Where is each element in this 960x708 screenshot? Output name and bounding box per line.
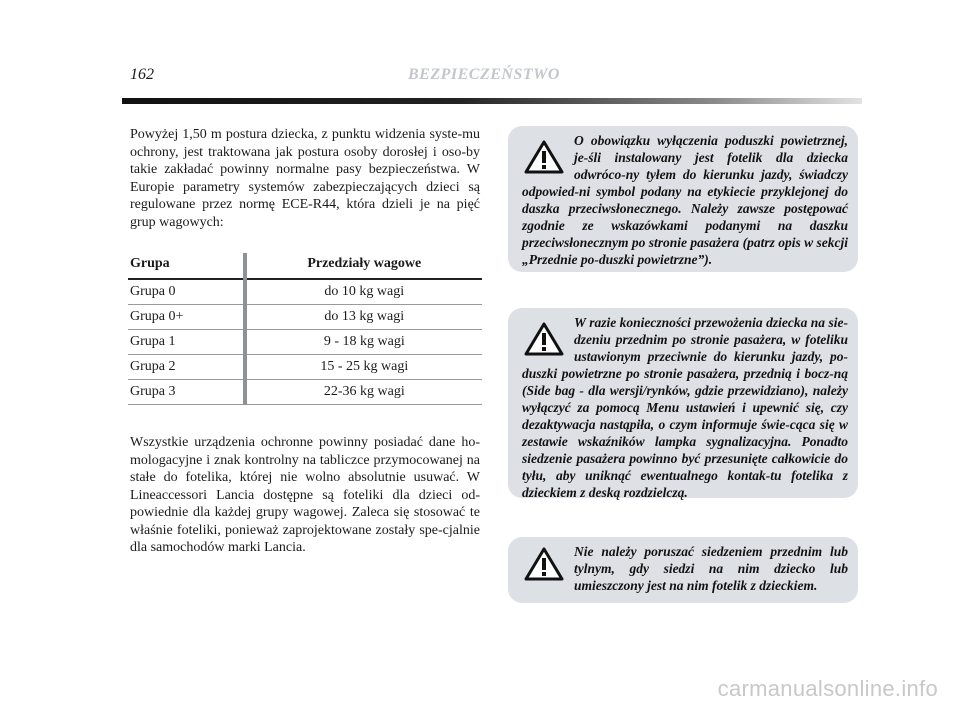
warning-text: Nie należy poruszać siedzeniem przednim lub tylnym, gdy siedzi na nim dziecko lub umieszczony jest na nim fotelik z dzieckiem.	[574, 544, 848, 593]
warning-box-seat-adjust	[508, 537, 858, 603]
page-number: 162	[130, 66, 154, 83]
weight-cell: do 13 kg wagi	[247, 305, 482, 330]
table-row	[128, 355, 482, 380]
header-rule	[122, 98, 862, 104]
table-row	[128, 330, 482, 355]
weight-groups-table	[128, 253, 482, 405]
weight-cell: do 10 kg wagi	[247, 279, 482, 305]
warning-text: O obowiązku wyłączenia poduszki powietrznej, je-śli instalowany jest fotelik dla dziecka odwróco-ny tyłem do kierunku jazdy, świadczy odpowied-ni symbol podany na etykiecie przyklejonej do daszka przeciwsłonecznego. Należy zawsze postępować zgodnie ze wskazówkami podanymi na daszku przeciwsłonecznym po stronie pasażera (patrz opis w sekcji „Przednie po-duszki powietrzne”).	[522, 133, 848, 267]
warning-triangle-icon	[524, 322, 564, 356]
watermark: carmanualsonline.info	[717, 676, 938, 701]
group-cell: Grupa 0	[128, 279, 243, 305]
warning-box-front-seat	[508, 308, 858, 498]
group-cell: Grupa 3	[128, 380, 243, 405]
warning-triangle-icon	[524, 140, 564, 174]
warning-text: W razie konieczności przewożenia dziecka na sie-dzeniu przednim po stronie pasażera, w foteliku ustawionym przeciwnie do kierunku jazdy, po-duszki powietrzne po stronie pasażera, przednią i bocz-ną (Side bag - dla wersji/rynków, gdzie przewidziano), należy wyłączyć za pomocą Menu ustawień i upewnić się, czy dezaktywacja nastąpiła, o czym informuje świe-cąca się w zestawie wskaźników lampka sygnalizacyjna. Ponadto siedzenie pasażera powinno być przesunięte całkowicie do tyłu, aby uniknąć ewentualnego kontak-tu fotelika z dzieckiem z deską rozdzielczą.	[522, 315, 848, 500]
table-header-row	[128, 253, 482, 279]
warning-box-airbag-label	[508, 126, 858, 272]
group-cell: Grupa 0+	[128, 305, 243, 330]
group-cell: Grupa 2	[128, 355, 243, 380]
table-row	[128, 279, 482, 305]
weight-cell: 22-36 kg wagi	[247, 380, 482, 405]
intro-paragraph: Powyżej 1,50 m postura dziecka, z punktu widzenia syste-mu ochrony, jest traktowana jak postura osoby dorosłej i oso-by takie zakładać powinny normalne pasy bezpieczeństwa. W Europie parametry systemów zabezpieczających dzieci są regulowane przez normę ECE-R44, która dzieli je na pięć grup wagowych:	[130, 127, 480, 230]
weight-cell: 15 - 25 kg wagi	[247, 355, 482, 380]
group-cell: Grupa 1	[128, 330, 243, 355]
table-row	[128, 305, 482, 330]
accessories-paragraph: Wszystkie urządzenia ochronne powinny posiadać dane ho-mologacyjne i znak kontrolny na tabliczce przymocowanej na stałe do fotelika, której nie wolno absolutnie usuwać. W Lineaccessori Lancia dostępne są foteliki dla dzieci od-powiednie dla każdej grupy wagowej. Zaleca się stosować te właśnie foteliki, ponieważ zaprojektowane zostały spe-cjalnie dla samochodów marki Lancia.	[130, 435, 480, 555]
column-header-group: Grupa	[128, 253, 243, 279]
table-row	[128, 380, 482, 405]
weight-cell: 9 - 18 kg wagi	[247, 330, 482, 355]
section-title: BEZPIECZEŃSTWO	[408, 66, 560, 83]
column-header-weight: Przedziały wagowe	[247, 253, 482, 279]
warning-triangle-icon	[524, 547, 564, 581]
